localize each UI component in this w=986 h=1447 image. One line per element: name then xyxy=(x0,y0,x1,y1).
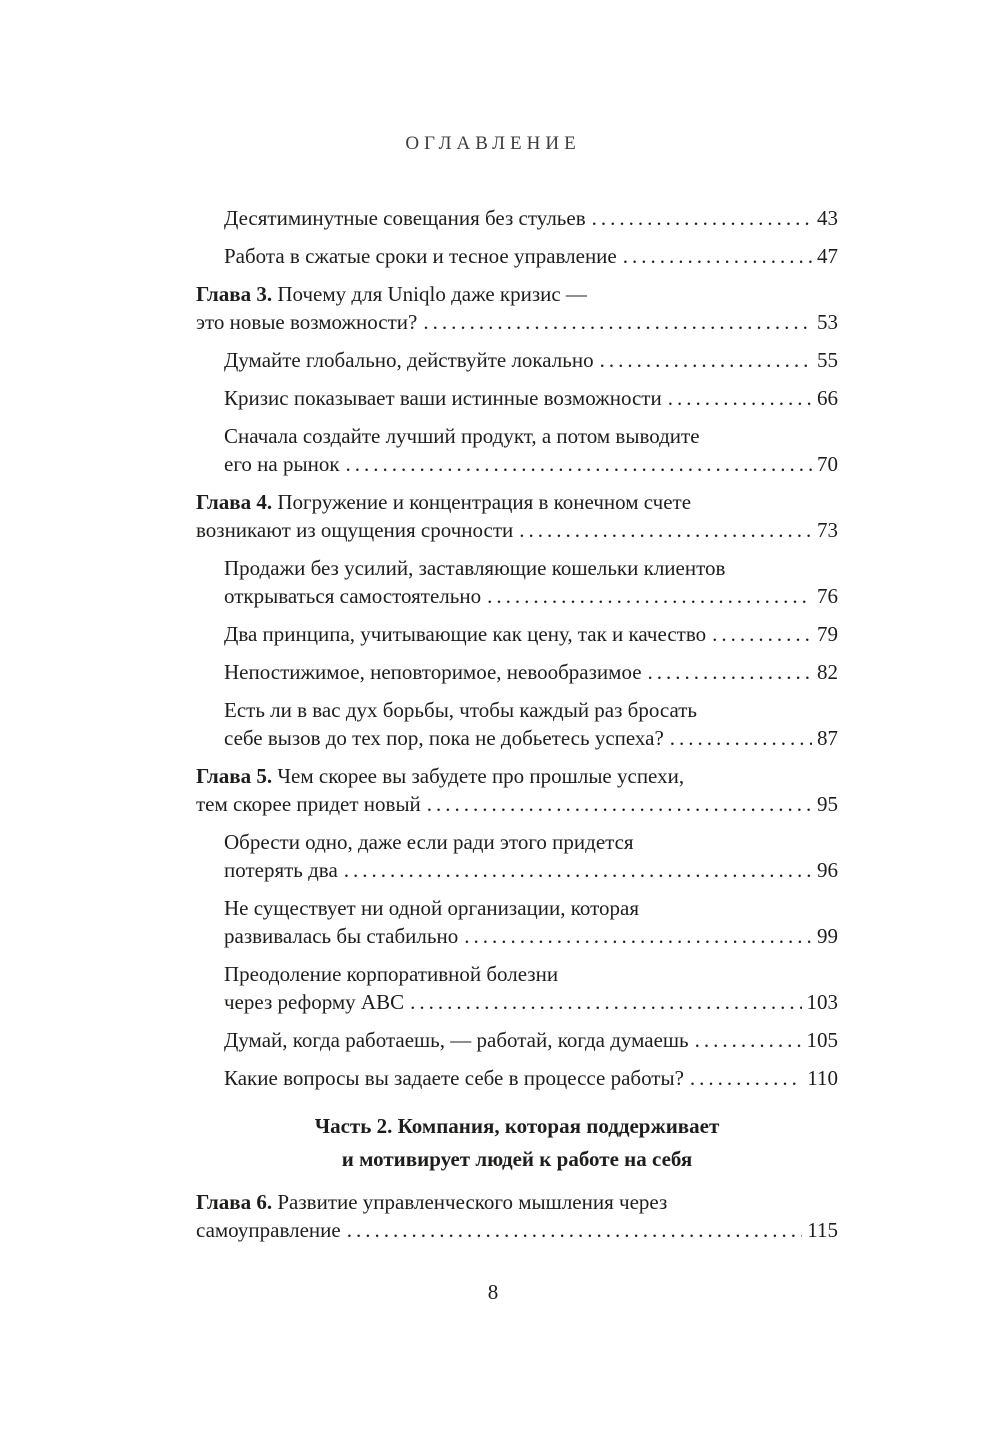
toc-entry-page-number: 87 xyxy=(817,726,838,750)
toc-entry-page-number: 103 xyxy=(806,990,838,1014)
toc-entry xyxy=(196,554,838,610)
toc-entry-text: и мотивирует людей к работе на себя xyxy=(341,1147,693,1171)
toc-line xyxy=(224,620,838,648)
dot-leader xyxy=(519,516,812,544)
toc-entry-text: возникают из ощущения срочности xyxy=(196,518,514,542)
dot-leader xyxy=(668,384,812,412)
toc-entry-page-number: 43 xyxy=(817,206,838,230)
toc-entry-text: Обрести одно, даже если ради этого придется xyxy=(224,830,634,854)
toc-line xyxy=(224,384,838,412)
toc-entry-page-number: 79 xyxy=(817,622,838,646)
toc-entry-text: Думай, когда работаешь, — работай, когда думаешь xyxy=(224,1028,689,1052)
toc-line xyxy=(196,762,838,790)
chapter-label: Глава 4. xyxy=(196,490,278,514)
toc-line xyxy=(224,204,838,232)
dot-leader xyxy=(410,988,801,1016)
dot-leader xyxy=(347,1216,803,1244)
toc-entry xyxy=(196,422,838,478)
dot-leader xyxy=(487,582,812,610)
toc-entry-page-number: 105 xyxy=(806,1028,838,1052)
toc-line xyxy=(196,1188,838,1216)
toc-line xyxy=(224,894,838,922)
toc-line xyxy=(224,960,838,988)
dot-leader xyxy=(600,346,812,374)
toc-line xyxy=(224,450,838,478)
toc-line xyxy=(224,242,838,270)
toc-entry-text: Глава 4. Погружение и концентрация в конечном счете xyxy=(196,490,692,514)
chapter-label: Глава 3. xyxy=(196,282,278,306)
dot-leader xyxy=(344,856,812,884)
toc-entry-text: Два принципа, учитывающие как цену, так и качество xyxy=(224,622,707,646)
toc-entry-page-number: 96 xyxy=(817,858,838,882)
toc-entry-text: Преодоление корпоративной болезни xyxy=(224,962,559,986)
toc-entry-text: Есть ли в вас дух борьбы, чтобы каждый раз бросать xyxy=(224,698,697,722)
toc-entry-text: его на рынок xyxy=(224,452,340,476)
chapter-label: Глава 5. xyxy=(196,764,278,788)
page-header: ОГЛАВЛЕНИЕ xyxy=(405,133,581,154)
toc-entry xyxy=(196,894,838,950)
dot-leader xyxy=(648,658,812,686)
dot-leader xyxy=(695,1026,802,1054)
toc-entry-page-number: 66 xyxy=(817,386,838,410)
toc-entry-page-number: 76 xyxy=(817,584,838,608)
toc-entry-text: Кризис показывает ваши истинные возможности xyxy=(224,386,662,410)
toc-entry-text: себе вызов до тех пор, пока не добьетесь успеха? xyxy=(224,726,664,750)
toc-line xyxy=(224,922,838,950)
toc-entry-text: Глава 3. Почему для Uniqlo даже кризис — xyxy=(196,282,587,306)
toc-entry-page-number: 95 xyxy=(817,792,838,816)
toc-entry-text: через реформу ABC xyxy=(224,990,405,1014)
toc-entry xyxy=(196,488,838,544)
toc-line xyxy=(224,554,838,582)
toc-line xyxy=(196,280,838,308)
toc-entry xyxy=(196,1064,838,1092)
toc-entry-page-number: 55 xyxy=(817,348,838,372)
toc-entry-text: открываться самостоятельно xyxy=(224,584,482,608)
toc-entry xyxy=(196,1188,838,1244)
dot-leader xyxy=(670,724,812,752)
toc-entry-text: Какие вопросы вы задаете себе в процессе работы? xyxy=(224,1066,684,1090)
toc-entry xyxy=(196,762,838,818)
toc-entry-text: потерять два xyxy=(224,858,338,882)
toc-line xyxy=(224,582,838,610)
toc-line xyxy=(224,422,838,450)
toc-entry-text: Глава 5. Чем скорее вы забудете про прошлые успехи, xyxy=(196,764,685,788)
toc-entry xyxy=(196,346,838,374)
toc-entry-text: развивалась бы стабильно xyxy=(224,924,459,948)
toc-entry-page-number: 73 xyxy=(817,518,838,542)
toc-entry xyxy=(196,828,838,884)
toc-list xyxy=(196,204,838,1254)
toc-entry-text: Не существует ни одной организации, которая xyxy=(224,896,639,920)
toc-entry xyxy=(196,242,838,270)
toc-entry-text: Десятиминутные совещания без стульев xyxy=(224,206,586,230)
toc-line xyxy=(196,790,838,818)
toc-line xyxy=(196,516,838,544)
dot-leader xyxy=(427,790,812,818)
toc-line xyxy=(196,308,838,336)
toc-entry xyxy=(196,658,838,686)
toc-entry xyxy=(196,1026,838,1054)
dot-leader xyxy=(423,308,812,336)
toc-entry xyxy=(196,960,838,1016)
toc-entry-page-number: 53 xyxy=(817,310,838,334)
toc-entry xyxy=(196,384,838,412)
toc-entry-text: Сначала создайте лучший продукт, а потом выводите xyxy=(224,424,700,448)
toc-entry-page-number: 99 xyxy=(817,924,838,948)
toc-entry-text: Продажи без усилий, заставляющие кошельки клиентов xyxy=(224,556,726,580)
dot-leader xyxy=(464,922,812,950)
toc-entry-text: Работа в сжатые сроки и тесное управление xyxy=(224,244,617,268)
toc-line xyxy=(224,856,838,884)
toc-line xyxy=(224,828,838,856)
toc-line xyxy=(224,1064,838,1092)
toc-entry-text: Глава 6. Развитие управленческого мышления через xyxy=(196,1190,668,1214)
toc-entry-text: тем скорее придет новый xyxy=(196,792,421,816)
dot-leader xyxy=(712,620,812,648)
toc-entry-page-number: 115 xyxy=(807,1218,838,1242)
page-number: 8 xyxy=(487,1280,499,1304)
dot-leader xyxy=(592,204,812,232)
toc-line xyxy=(224,696,838,724)
toc-line xyxy=(224,1026,838,1054)
toc-entry-page-number: 70 xyxy=(817,452,838,476)
dot-leader xyxy=(346,450,812,478)
toc-line xyxy=(224,346,838,374)
part-heading xyxy=(196,1110,838,1176)
toc-entry xyxy=(196,204,838,232)
toc-entry-text: это новые возможности? xyxy=(196,310,418,334)
toc-line xyxy=(224,988,838,1016)
toc-entry xyxy=(196,620,838,648)
part-heading-line xyxy=(196,1110,838,1143)
toc-line xyxy=(196,488,838,516)
dot-leader xyxy=(690,1064,802,1092)
toc-entry-page-number: 82 xyxy=(817,660,838,684)
toc-entry-text: Часть 2. Компания, которая поддерживает xyxy=(314,1114,720,1138)
toc-entry xyxy=(196,696,838,752)
toc-line xyxy=(196,1216,838,1244)
toc-entry-text: самоуправление xyxy=(196,1218,341,1242)
toc-entry-page-number: 110 xyxy=(807,1066,838,1090)
toc-line xyxy=(224,658,838,686)
part-heading-line xyxy=(196,1143,838,1176)
toc-entry-page-number: 47 xyxy=(817,244,838,268)
toc-entry-text: Думайте глобально, действуйте локально xyxy=(224,348,594,372)
toc-entry-text: Непостижимое, неповторимое, невообразимое xyxy=(224,660,642,684)
toc-line xyxy=(224,724,838,752)
chapter-label: Глава 6. xyxy=(196,1190,278,1214)
dot-leader xyxy=(623,242,812,270)
toc-entry xyxy=(196,280,838,336)
